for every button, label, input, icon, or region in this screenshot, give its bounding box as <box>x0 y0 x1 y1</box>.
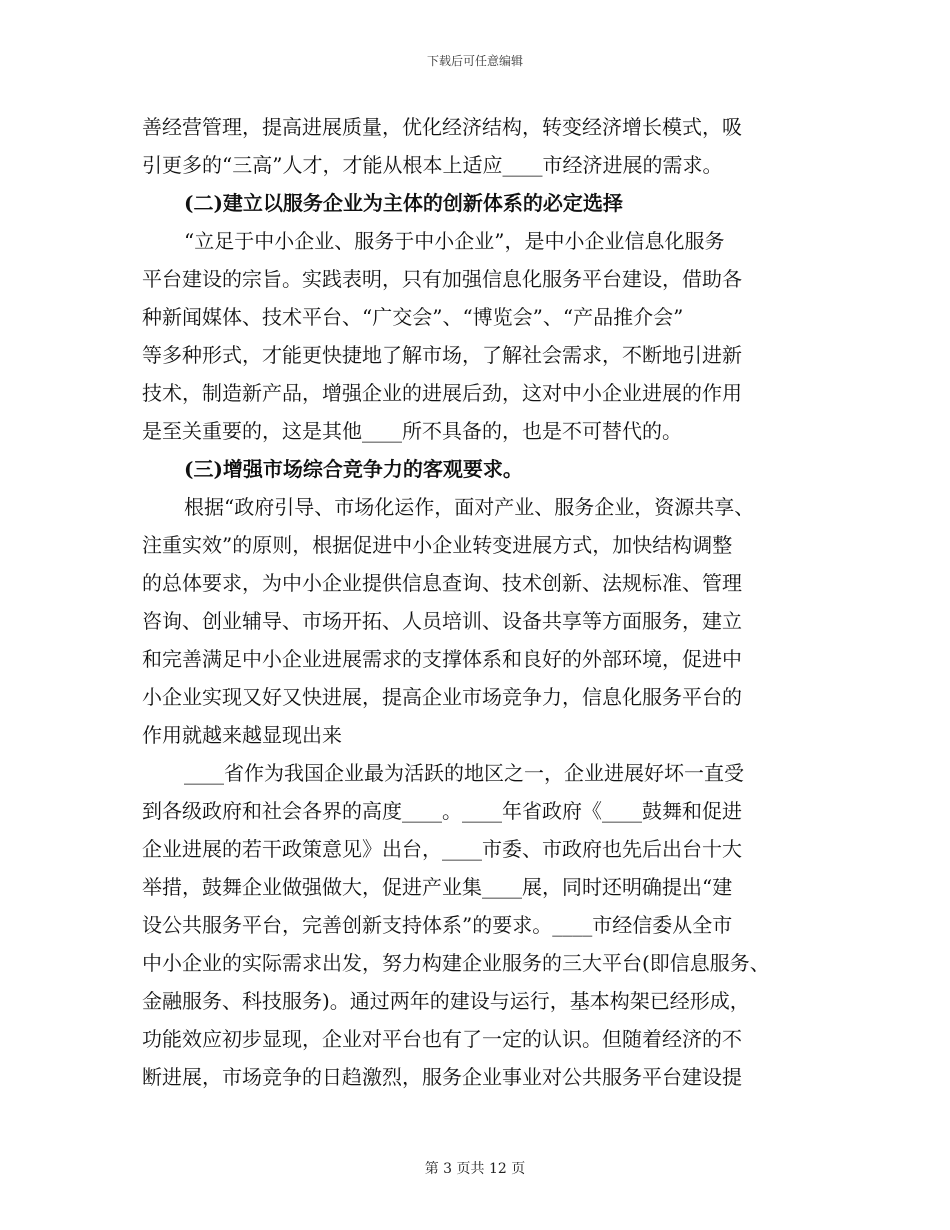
paragraph-line: 根据“政府引导、市场化运作，面对产业、服务企业，资源共享、 <box>184 495 755 519</box>
paragraph-line: 咨询、创业辅导、市场开拓、人员培训、设备共享等方面服务，建立 <box>142 609 742 633</box>
paragraph-line: 和完善满足中小企业进展需求的支撑体系和良好的外部环境，促进中 <box>142 647 742 671</box>
page-header: 下载后可任意编辑 <box>426 54 523 68</box>
paragraph-line: 的总体要求，为中小企业提供信息查询、技术创新、法规标准、管理 <box>142 571 742 595</box>
paragraph-line: ____省作为我国企业最为活跃的地区之一，企业进展好坏一直受 <box>184 761 744 785</box>
paragraph-line: 善经营管理，提高进展质量，优化经济结构，转变经济增长模式，吸 <box>142 115 742 139</box>
paragraph-line: 企业进展的若干政策意见》出台，____市委、市政府也先后出台十大 <box>142 837 742 861</box>
paragraph-line: 小企业实现又好又快进展，提高企业市场竞争力，信息化服务平台的 <box>142 685 742 709</box>
page-footer: 第 3 页共 12 页 <box>424 1161 526 1177</box>
paragraph-line: 设公共服务平台，完善创新支持体系”的要求。____市经信委从全市 <box>142 913 733 937</box>
paragraph-line: “立足于中小企业、服务于中小企业”，是中小企业信息化服务 <box>184 229 725 253</box>
paragraph-line: 技术，制造新产品，增强企业的进展后劲，这对中小企业进展的作用 <box>142 381 742 405</box>
paragraph-line: 到各级政府和社会各界的高度____。____年省政府《____鼓舞和促进 <box>142 799 742 823</box>
document-body <box>142 108 822 1096</box>
paragraph-line: 功能效应初步显现，企业对平台也有了一定的认识。但随着经济的不 <box>142 1027 742 1051</box>
paragraph-line: 作用就越来越显现出来 <box>142 723 342 747</box>
section-heading: (二)建立以服务企业为主体的创新体系的必定选择 <box>184 191 623 215</box>
paragraph-line: 中小企业的实际需求出发，努力构建企业服务的三大平台(即信息服务、 <box>142 951 770 975</box>
paragraph-line: 平台建设的宗旨。实践表明，只有加强信息化服务平台建设，借助各 <box>142 267 742 291</box>
paragraph-line: 引更多的“三高”人才，才能从根本上适应____市经济进展的需求。 <box>142 153 723 177</box>
section-heading: (三)增强市场综合竞争力的客观要求。 <box>184 457 523 481</box>
paragraph-line: 是至关重要的，这是其他____所不具备的，也是不可替代的。 <box>142 419 682 443</box>
paragraph-line: 断进展，市场竞争的日趋激烈，服务企业事业对公共服务平台建设提 <box>142 1065 742 1089</box>
paragraph-line: 注重实效”的原则，根据促进中小企业转变进展方式，加快结构调整 <box>142 533 733 557</box>
paragraph-line: 金融服务、科技服务)。通过两年的建设与运行，基本构架已经形成， <box>142 989 750 1013</box>
paragraph-line: 举措，鼓舞企业做强做大，促进产业集____展，同时还明确提出“建 <box>142 875 733 899</box>
paragraph-line: 等多种形式，才能更快捷地了解市场，了解社会需求，不断地引进新 <box>142 343 742 367</box>
paragraph-line: 种新闻媒体、技术平台、“广交会”、“博览会”、“产品推介会” <box>142 305 684 329</box>
